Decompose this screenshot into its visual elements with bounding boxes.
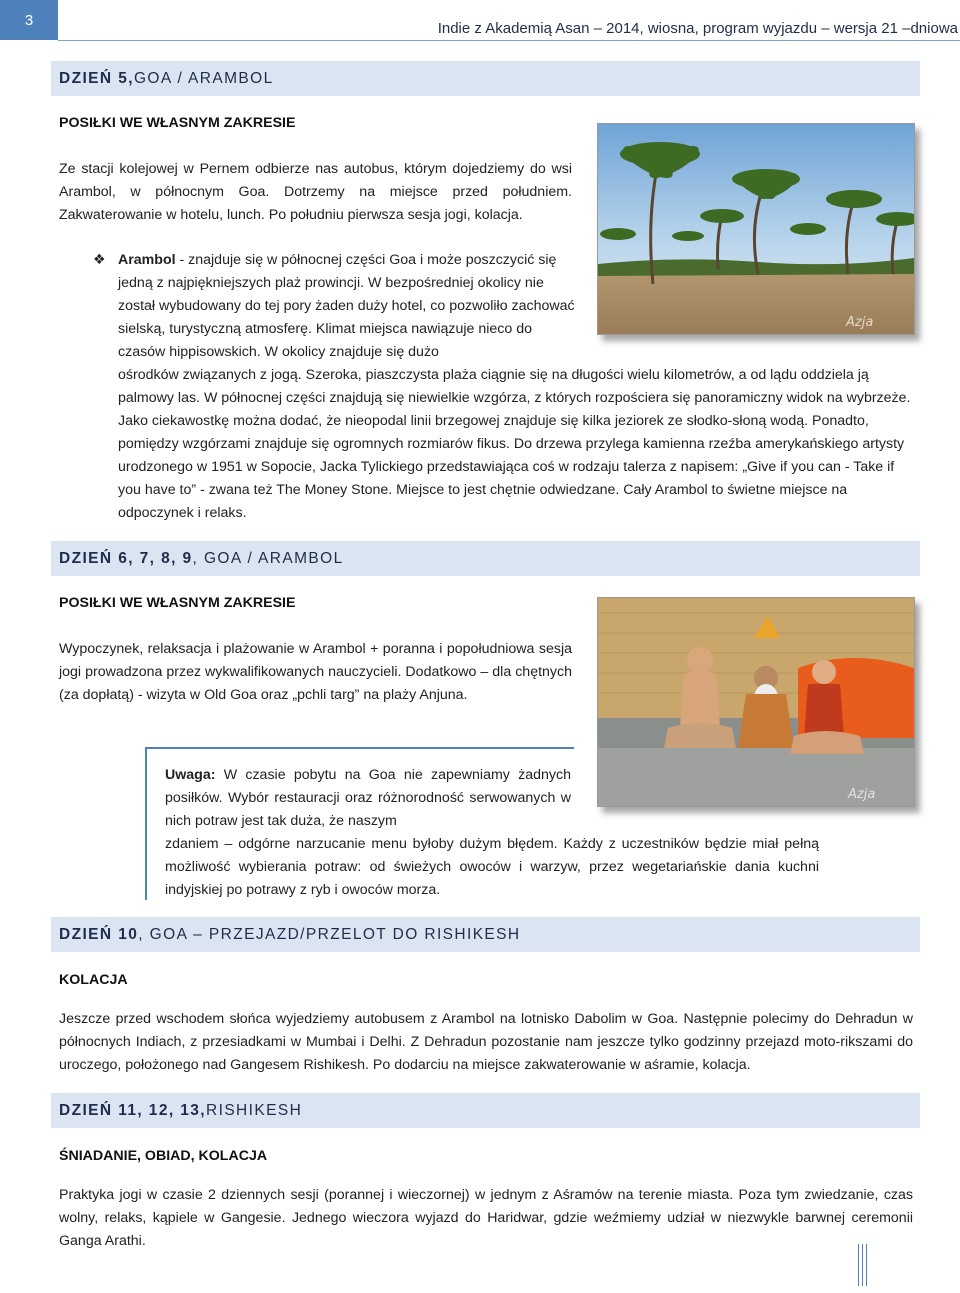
day-6-9-place: , GOA / ARAMBOL xyxy=(192,549,344,567)
day-5-place: GOA / ARAMBOL xyxy=(133,69,274,87)
day-6-9-paragraph: Wypoczynek, relaksacja i plażowanie w Arambol + poranna i popołudniowa sesja jogi prowadzona przez wykwalifikowanych nauczycieli. Dodatkowo – dla chętnych (za dopłatą) - wizyta w Old Goa oraz „pchli targ” na plaży Anjuna. xyxy=(59,641,572,703)
day-10-number: DZIEŃ 10 xyxy=(59,925,139,943)
note-top-border xyxy=(145,747,574,749)
day-6-9-number: DZIEŃ 6, 7, 8, 9 xyxy=(59,549,193,567)
footer-deco-line-1 xyxy=(858,1244,859,1286)
photo-watermark: Azja xyxy=(846,315,874,330)
photo-watermark-2: Azja xyxy=(848,787,876,802)
note-left-border xyxy=(145,747,147,900)
day-6-9-meals: POSIŁKI WE WŁASNYM ZAKRESIE xyxy=(59,595,296,611)
palm-beach-photo xyxy=(597,123,915,335)
day-11-13-place: RISHIKESH xyxy=(206,1101,303,1119)
day-11-13-number: DZIEŃ 11, 12, 13, xyxy=(59,1101,207,1119)
day-10-place: , GOA – PRZEJAZD/PRZELOT DO RISHIKESH xyxy=(138,925,521,943)
yoga-group-photo xyxy=(597,597,915,807)
day-5-meals: POSIŁKI WE WŁASNYM ZAKRESIE xyxy=(59,115,296,131)
day-10-meals: KOLACJA xyxy=(59,972,128,988)
yoga-people-image xyxy=(598,598,914,806)
arambol-description-b: ośrodków związanych z jogą. Szeroka, piaszczysta plaża ciągnie się na długości wielu kilometrów, a od lądu oddziela ją palmowy las. W północnej części znajdują się niewielkie wzgórza, z których rozpościera się panoramiczny widok na wybrzeże. Jako ciekawostkę można dodać, że nieopodal linii brzegowej znajduje się kilka jeziorek ze słodko-słoną wodą. Ponadto, pomiędzy wzgórzami znajduje się ogromnych rozmiarów fikus. Do drzewa przylega kamienna rzeźba amerykańskiego artysty urodzonego w 1951 w Sopocie, Jacka Tylickiego przedstawiająca coś w rodzaju talerza z napisem: „Give if you can - Take if you have to” - zwana też The Money Stone. Miejsce to jest chętnie odwiedzane. Cały Arambol to świetne miejsce na odpoczynek i relaks. xyxy=(118,367,911,521)
day-11-13-paragraph: Praktyka jogi w czasie 2 dziennych sesji (porannej i wieczornej) w jednym z Aśramów na terenie miasta. Poza tym zwiedzanie, czas wolny, relaks, kąpiele w Gangesie. Jednego wieczora wyjazd do Haridwar, gdzie weźmiemy udział w niezwykle barwnej ceremonii Ganga Arathi. xyxy=(59,1187,913,1249)
arambol-text-a: - znajduje się w północnej części Goa i może poszczycić się jedną z najpiękniejszych plaż prowincji. W bezpośredniej okolicy nie został wybudowany do tej pory żaden duży hotel, co pozwoliło zachować sielską, turystyczną atmosferę. Klimat miejsca nawiązuje nieco do czasów hippisowskich. W okolicy znajduje się dużo xyxy=(118,252,575,360)
document-title: Indie z Akademią Asan – 2014, wiosna, program wyjazdu – wersja 21 –dniowa xyxy=(437,20,958,37)
palm-grove-image xyxy=(598,124,914,334)
day-10-paragraph: Jeszcze przed wschodem słońca wyjedziemy autobusem z Arambol na lotnisko Dabolim w Goa. Następnie polecimy do Dehradun w północnych Indiach, z przesiadkami w Mumbai i Delhi. Z Dehradun pozostanie nam jeszcze tylko godzinny przejazd moto-rikszami do uroczego, położonego nad Gangesem Rishikesh. Po dodarciu na miejsce zakwaterowanie w aśramie, kolacja. xyxy=(59,1011,913,1073)
day-5-heading xyxy=(51,61,920,96)
page-number: 3 xyxy=(0,0,58,40)
note-body-a: W czasie pobytu na Goa nie zapewniamy żadnych posiłków. Wybór restauracji oraz różnorodność serwowanych w nich potraw jest tak duża, że naszym xyxy=(165,767,571,829)
note-label: Uwaga: xyxy=(165,767,216,783)
day-6-9-heading xyxy=(51,541,920,576)
footer-deco-line-2 xyxy=(862,1244,863,1286)
note-text-a xyxy=(165,764,571,833)
day-11-13-heading xyxy=(51,1093,920,1128)
header-divider xyxy=(58,40,960,41)
day-5-paragraph: Ze stacji kolejowej w Pernem odbierze nas autobus, którym dojedziemy do wsi Arambol, w północnym Goa. Dotrzemy na miejsce przed południem. Zakwaterowanie w hotelu, lunch. Po południu pierwsza sesja jogi, kolacja. xyxy=(59,161,572,223)
diamond-bullet-icon: ❖ xyxy=(93,251,106,267)
day-10-heading xyxy=(51,917,920,952)
day-5-number: DZIEŃ 5, xyxy=(59,69,134,87)
arambol-description-a xyxy=(118,249,580,364)
arambol-term: Arambol xyxy=(118,252,176,268)
note-text-b: zdaniem – odgórne narzucanie menu byłoby dużym błędem. Każdy z uczestników będzie miał pełną możliwość wybierania potraw: od świeżych owoców i warzyw, przez wegetariańskie dania kuchni indyjskiej po potrawy z ryb i owoców morza. xyxy=(165,836,819,898)
footer-deco-line-3 xyxy=(866,1244,867,1286)
day-11-13-meals: ŚNIADANIE, OBIAD, KOLACJA xyxy=(59,1148,268,1164)
